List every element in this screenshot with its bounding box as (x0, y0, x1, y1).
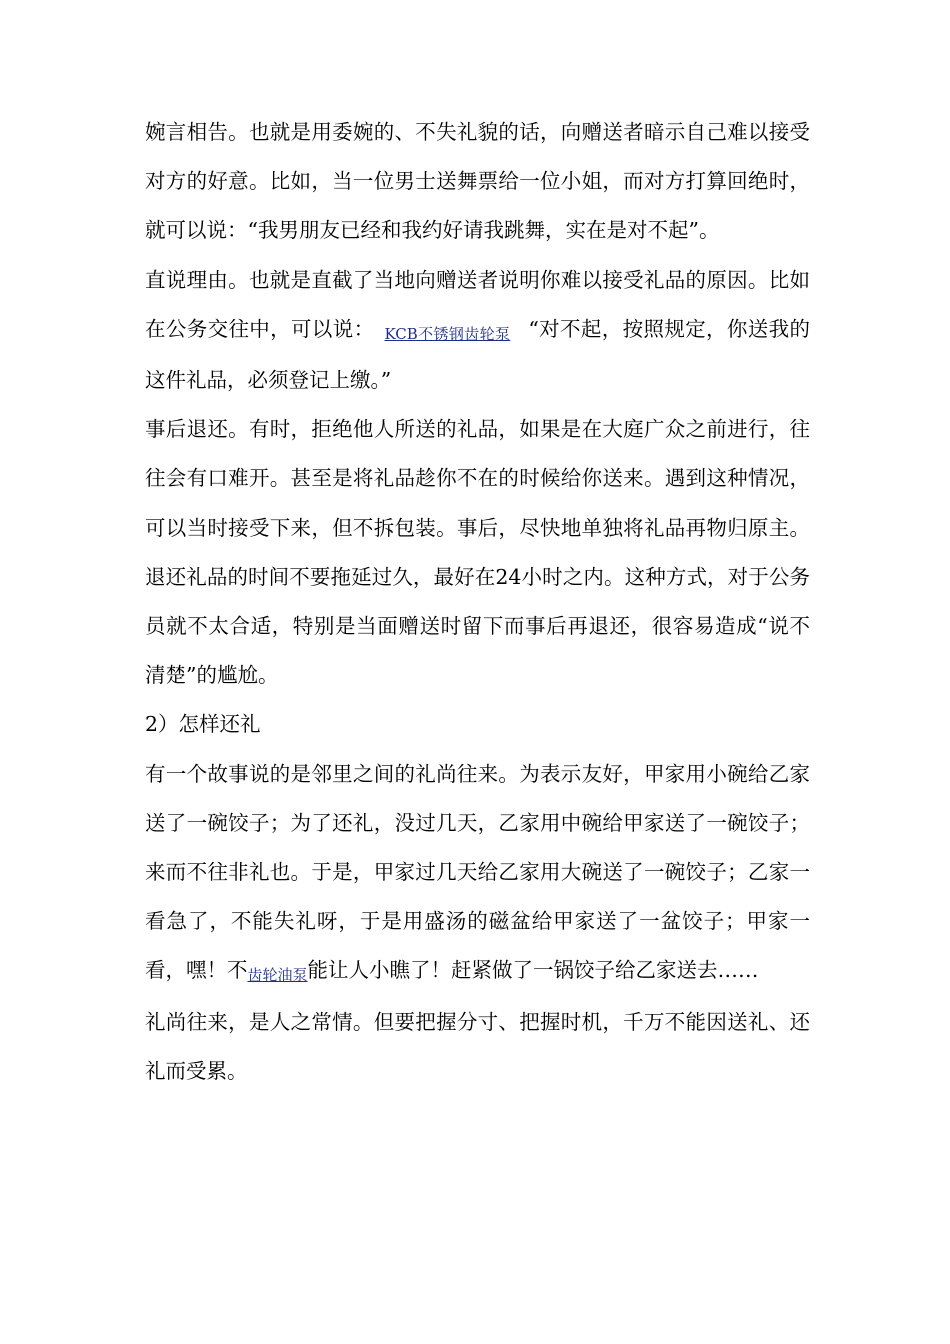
paragraph-direct-reason (145, 256, 810, 406)
section-heading-return-gift (145, 700, 810, 749)
paragraph-text: “对不起，按照规定，你送我的这件礼品，必须登记上缴。” (145, 316, 811, 393)
paragraph-text: 能让人小瞧了！赶紧做了一锅饺子给乙家送去…… (307, 958, 759, 983)
kcb-gear-pump-link[interactable]: KCB不锈钢齿轮泵 (384, 324, 511, 343)
paragraph-dumpling-story (145, 750, 810, 998)
paragraph-decline-politely (145, 108, 810, 256)
paragraph-text: 事后退还。有时，拒绝他人所送的礼品，如果是在大庭广众之前进行，往往会有口难开。甚至是将礼品趁你不在的时候给你送来。遇到这种情况，可以当时接受下来，但不拆包装。事后，尽快地单独将礼品再物归原主。退还礼品的时间不要拖延过久，最好在24小时之内。这种方式，对于公务员就不太合适，特别是当面赠送时留下而事后再退还，很容易造成“说不清楚”的尴尬。 (145, 417, 810, 688)
paragraph-return-later (145, 405, 810, 700)
paragraph-conclusion (145, 998, 810, 1096)
paragraph-text: 直说理由。也就是直截了当地向赠送者说明你难以接受礼品的原因。比如在公务交往中，可以说： (145, 267, 810, 341)
paragraph-text: 婉言相告。也就是用委婉的、不失礼貌的话，向赠送者暗示自己难以接受对方的好意。比如，当一位男士送舞票给一位小姐，而对方打算回绝时，就可以说：“我男朋友已经和我约好请我跳舞，实在是对不起”。 (145, 120, 810, 243)
paragraph-text: 有一个故事说的是邻里之间的礼尚往来。为表示友好，甲家用小碗给乙家送了一碗饺子；为了还礼，没过几天，乙家用中碗给甲家送了一碗饺子；来而不往非礼也。于是，甲家过几天给乙家用大碗送了一碗饺子；乙家一看急了，不能失礼呀，于是用盛汤的磁盆给甲家送了一盆饺子；甲家一看，嘿！不 (145, 761, 810, 983)
document-body (145, 108, 810, 1096)
paragraph-text: 礼尚往来，是人之常情。但要把握分寸、把握时机，千万不能因送礼、还礼而受累。 (145, 1009, 810, 1083)
gear-oil-pump-link[interactable]: 齿轮油泵 (247, 966, 308, 985)
heading-text: 2）怎样还礼 (145, 712, 261, 737)
